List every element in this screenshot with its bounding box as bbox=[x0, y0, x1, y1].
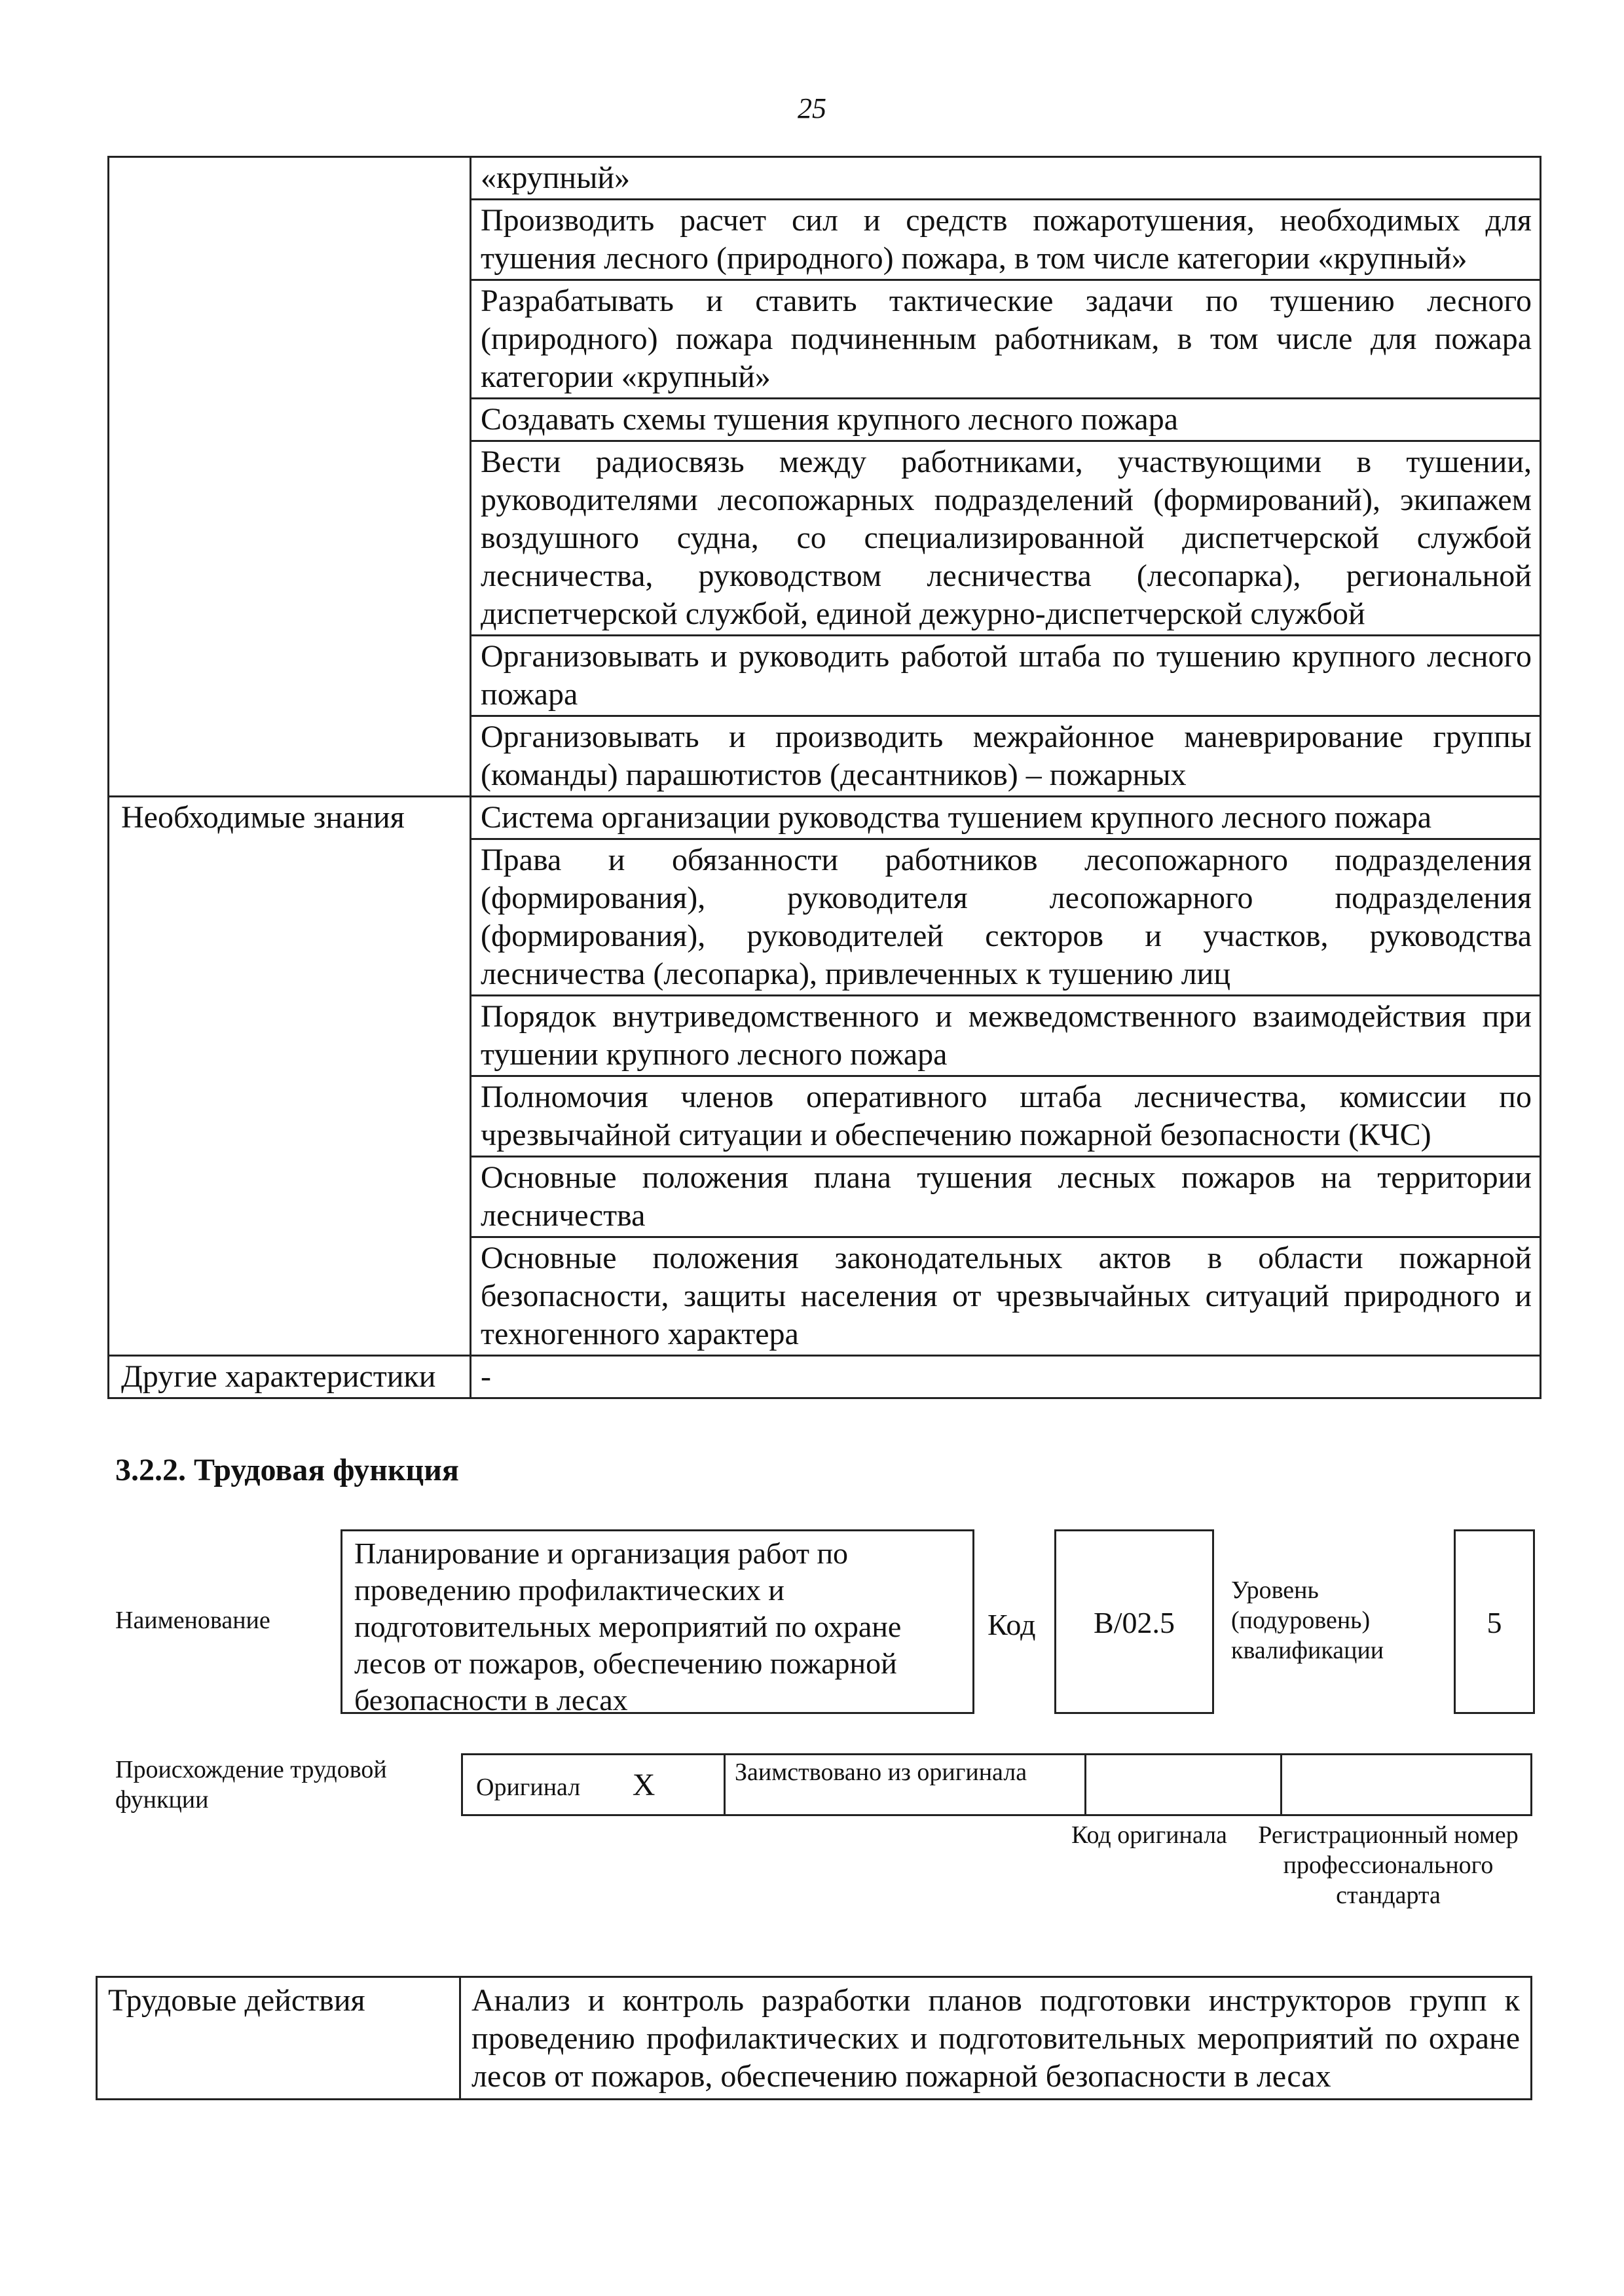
table-row bbox=[462, 1755, 1532, 1815]
skill-item: Организовывать и руководить работой штаба по тушению крупного лесного пожара bbox=[471, 636, 1541, 716]
knowledge-item: Основные положения законодательных актов в области пожарной безопасности, защиты населения от чрезвычайных ситуаций природного и техногенного характера bbox=[471, 1237, 1541, 1356]
origin-code-cell bbox=[1086, 1755, 1282, 1815]
knowledge-item: Система организации руководства тушением крупного лесного пожара bbox=[471, 797, 1541, 839]
actions-value: Анализ и контроль разработки планов подготовки инструкторов групп к проведению профилактических и подготовительных мероприятий по охране лесов от пожаров, обеспечению пожарной безопасности в лесах bbox=[460, 1977, 1532, 2100]
skill-item: Организовывать и производить межрайонное маневрирование группы (команды) парашютистов (десантников) – пожарных bbox=[471, 716, 1541, 797]
labor-actions-table bbox=[96, 1976, 1532, 2100]
registration-caption: Регистрационный номер профессионального стандарта bbox=[1258, 1821, 1519, 1909]
knowledge-item: Полномочия членов оперативного штаба лесничества, комиссии по чрезвычайной ситуации и обеспечению пожарной безопасности (КЧС) bbox=[471, 1076, 1541, 1157]
name-label: Наименование bbox=[115, 1607, 270, 1634]
page-number: 25 bbox=[798, 92, 826, 124]
table-row bbox=[109, 797, 1541, 839]
origin-label: Происхождение трудовой функции bbox=[115, 1756, 387, 1813]
competency-table bbox=[107, 156, 1541, 1399]
code-label: Код bbox=[987, 1608, 1036, 1641]
skill-item: «крупный» bbox=[471, 157, 1541, 200]
code-caption: Код оригинала bbox=[1071, 1821, 1227, 1849]
knowledge-item: Порядок внутриведомственного и межведомственного взаимодействия при тушении крупного лесного пожара bbox=[471, 996, 1541, 1076]
skill-item: Разрабатывать и ставить тактические задачи по тушению лесного (природного) пожара подчиненным работникам, в том числе для пожара категории «крупный» bbox=[471, 280, 1541, 399]
original-cell bbox=[462, 1755, 725, 1815]
origin-table bbox=[461, 1753, 1532, 1816]
borrowed-label: Заимствовано из оригинала bbox=[725, 1755, 1086, 1815]
code-box: B/02.5 bbox=[1054, 1529, 1214, 1714]
table-row bbox=[97, 1977, 1532, 2100]
section-title: 3.2.2. Трудовая функция bbox=[115, 1453, 459, 1487]
skill-item: Создавать схемы тушения крупного лесного пожара bbox=[471, 399, 1541, 441]
table-row bbox=[109, 1356, 1541, 1398]
level-label: Уровень (подуровень) квалификации bbox=[1231, 1576, 1384, 1664]
knowledge-item: Права и обязанности работников лесопожарного подразделения (формирования), руководителя лесопожарного подразделения (формирования), руководителей секторов и участков, руководства лесничества (лесопарка), привлеченных к тушению лиц bbox=[471, 839, 1541, 996]
skill-item: Производить расчет сил и средств пожаротушения, необходимых для тушения лесного (природного) пожара, в том числе категории «крупный» bbox=[471, 200, 1541, 280]
original-mark: X bbox=[632, 1768, 655, 1802]
actions-label: Трудовые действия bbox=[97, 1977, 460, 2100]
other-value: - bbox=[471, 1356, 1541, 1398]
registration-number-cell bbox=[1282, 1755, 1532, 1815]
knowledge-label: Необходимые знания bbox=[109, 797, 471, 1356]
function-name-box: Планирование и организация работ по проведению профилактических и подготовительных мероприятий по охране лесов от пожаров, обеспечению пожарной безопасности в лесах bbox=[341, 1529, 974, 1714]
skill-item: Вести радиосвязь между работниками, участвующими в тушении, руководителями лесопожарных подразделений (формирований), экипажем воздушного судна, со специализированной диспетчерской службой лесничества, руководством лесничества (лесопарка), региональной диспетчерской службой, единой дежурно-диспетчерской службой bbox=[471, 441, 1541, 636]
other-label: Другие характеристики bbox=[109, 1356, 471, 1398]
table-row bbox=[109, 157, 1541, 200]
level-box: 5 bbox=[1454, 1529, 1535, 1714]
knowledge-item: Основные положения плана тушения лесных пожаров на территории лесничества bbox=[471, 1157, 1541, 1237]
original-label: Оригинал bbox=[476, 1774, 581, 1801]
skills-label-cell bbox=[109, 157, 471, 797]
